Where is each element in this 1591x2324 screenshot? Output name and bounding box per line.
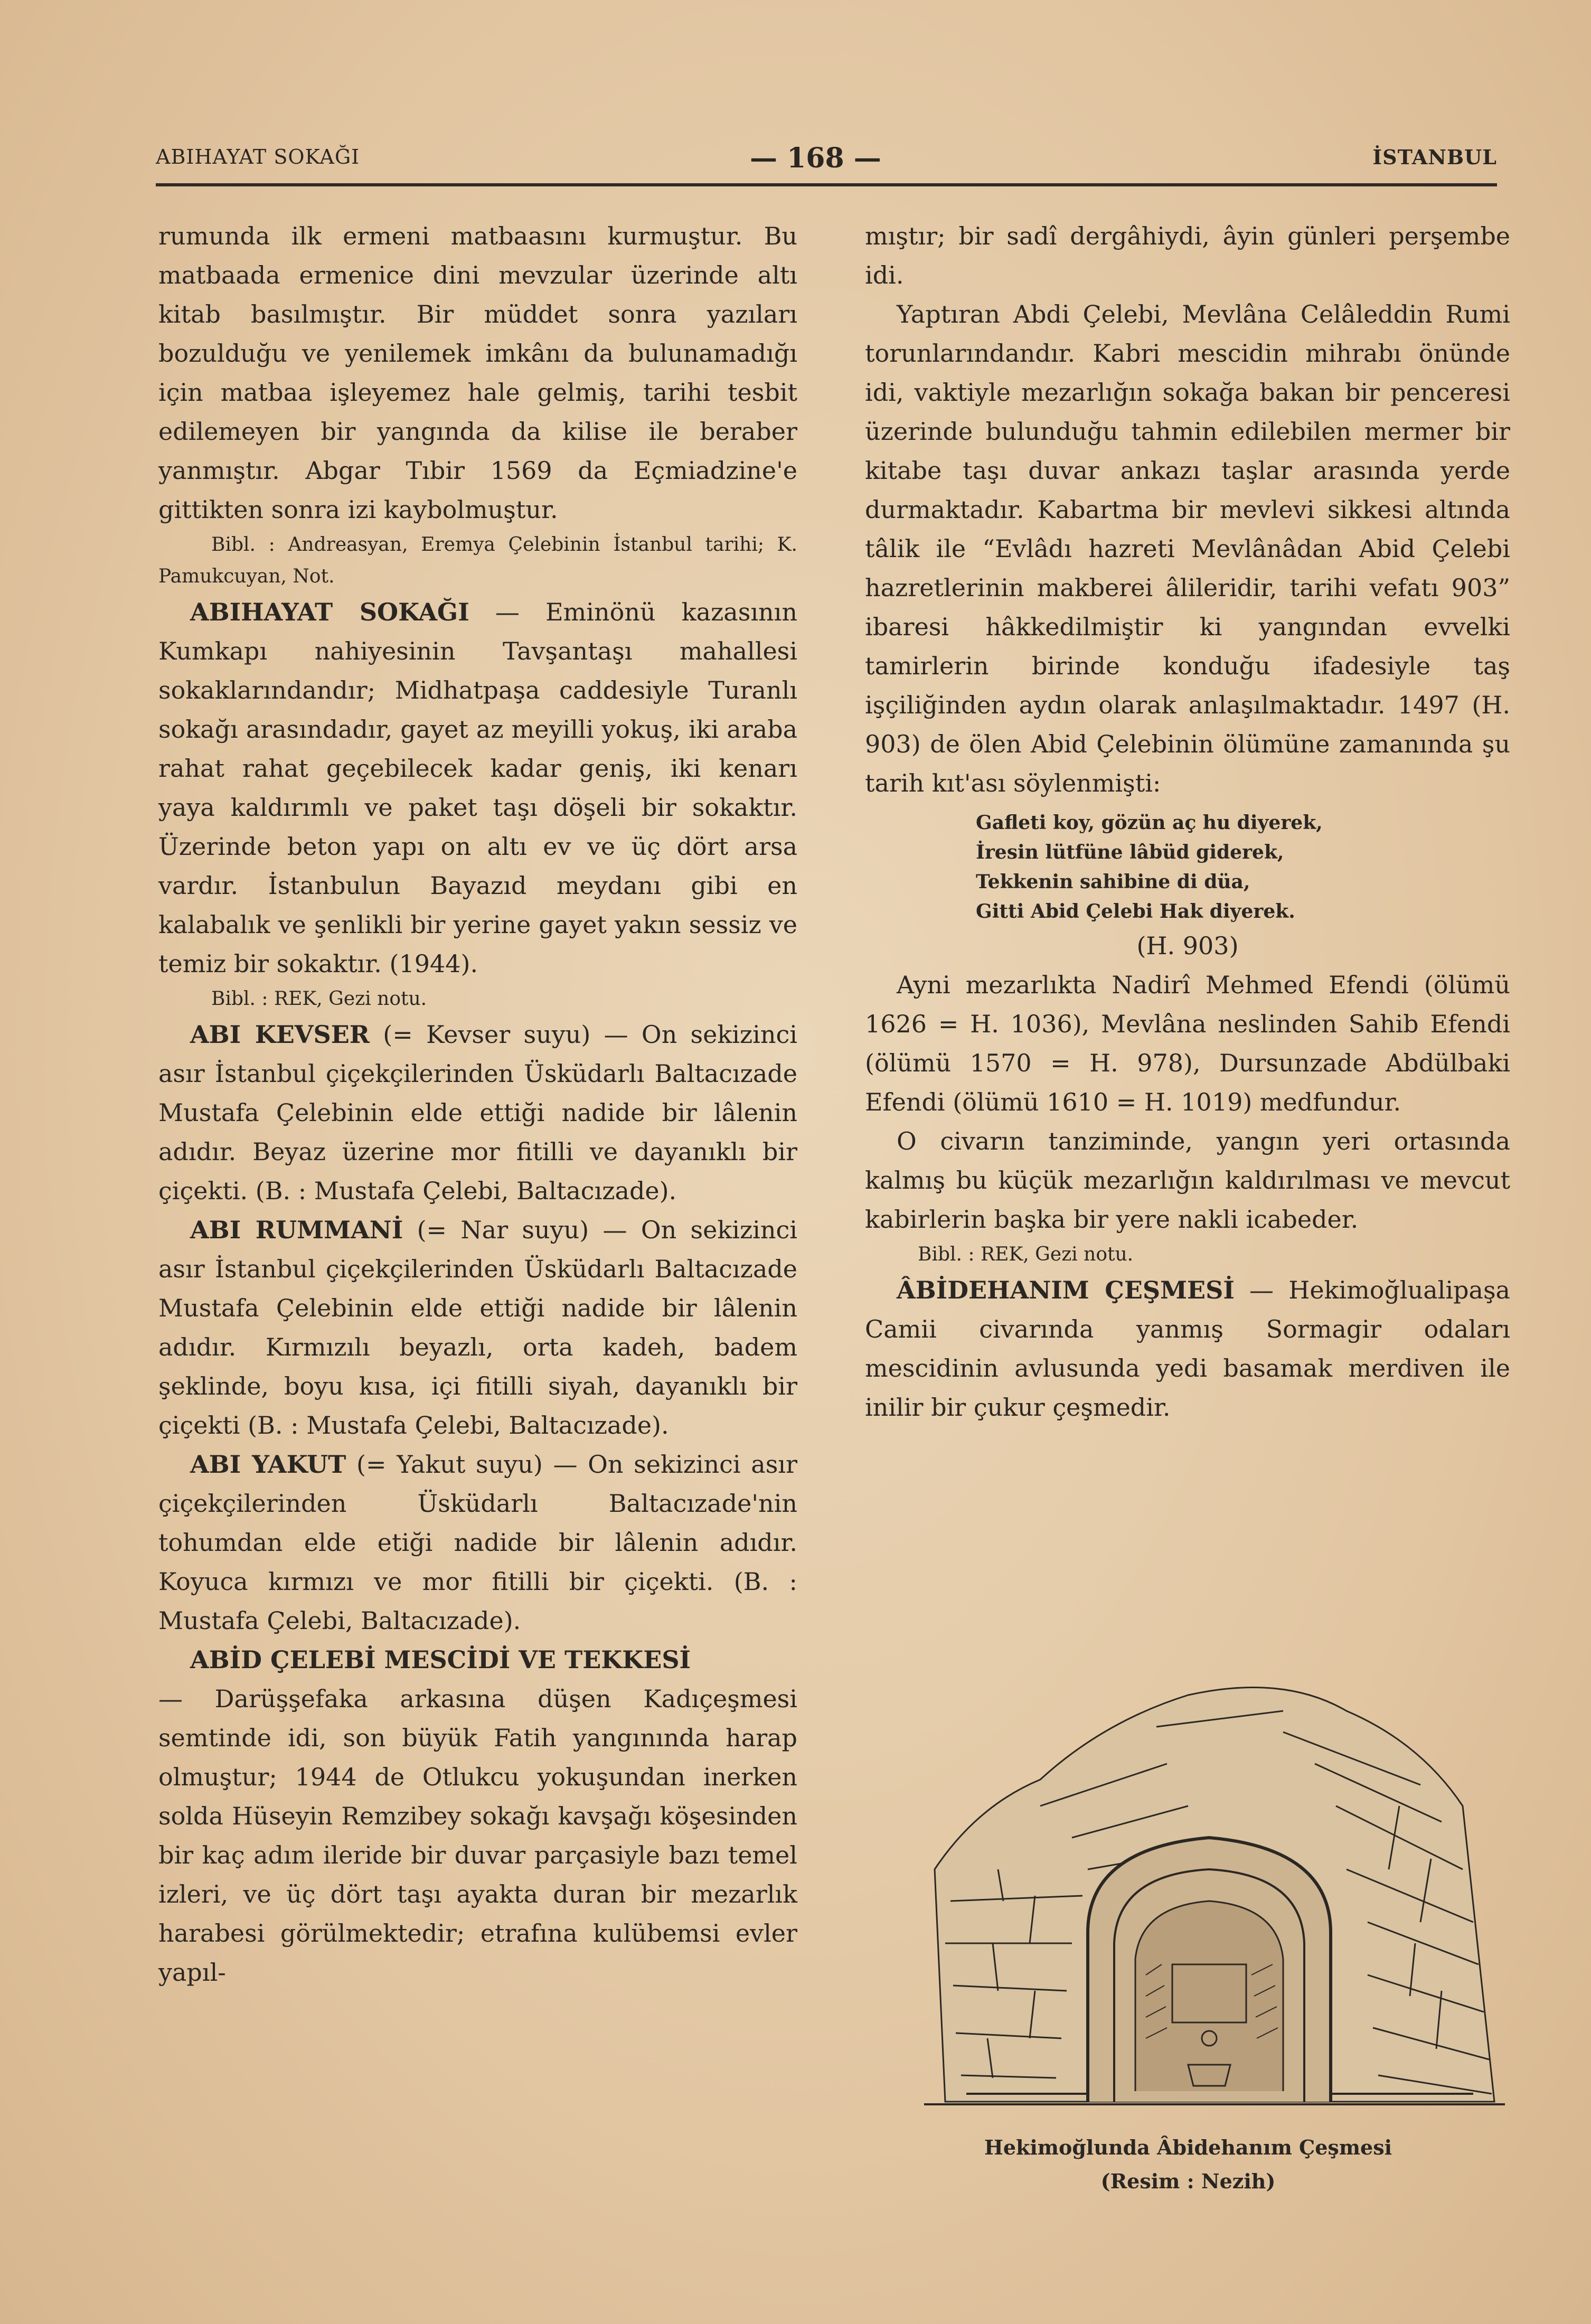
paragraph: Ayni mezarlıkta Nadirî Mehmed Efendi (ölümü 1626 = H. 1036), Mevlâna neslinden Sahib Efendi (ölümü 1570 = H. 978), Dursunzade Abdülbaki Efendi (ölümü 1610 = H. 1019) medfundur. xyxy=(865,971,1510,1116)
header-rule xyxy=(156,183,1497,186)
entry-abi-yakut xyxy=(158,1445,797,1640)
paragraph: Yaptıran Abdi Çelebi, Mevlâna Celâleddin Rumi torunlarındandır. Kabri mescidin mihrabı önünde idi, vaktiyle mezarlığın sokağa bakan bir penceresi üzerinde bulunduğu tahmin edilebilen mermer bir kitabe taşı duvar ankazı taşlar arasında yerde durmaktadır. Kabartma bir mevlevi sikkesi altında tâlik ile “Evlâdı hazreti Mevlânâdan Abid Çelebi hazretlerinin makberei âlileridir, tarihi vefatı 903” ibaresi hâkkedilmiştir ki yangından evvelki tamirlerin birinde konduğu ifadesiyle taş işçiliğinden aydın olarak anlaşılmaktadır. 1497 (H. 903) de ölen Abid Çelebinin ölümüne zamanında şu tarih kıt'ası söylenmişti: xyxy=(865,300,1510,797)
entry-heading: ABI KEVSER xyxy=(190,1020,370,1049)
entry-heading: ABIHAYAT SOKAĞI xyxy=(190,598,469,626)
tarih-verse xyxy=(976,808,1510,926)
entry-text: (= Nar suyu) — On sekizinci asır İstanbul çiçekçilerinden Üsküdarlı Baltacızade Mustafa Çelebinin elde ettiği nadide bir lâlenin adıdır. Kırmızılı beyazlı, orta kadeh, badem şeklinde, boyu kısa, içi fitilli siyah, dayanıklı bir çiçekti (B. : Mustafa Çelebi, Baltacızade). xyxy=(158,1216,797,1439)
caption-title: Hekimoğlunda Âbidehanım Çeşmesi xyxy=(984,2135,1392,2159)
entry-abi-rummani xyxy=(158,1210,797,1445)
running-header xyxy=(156,135,1497,182)
header-book-title: İSTANBUL xyxy=(1372,145,1497,169)
verse-line: Tekkenin sahibine di düa, xyxy=(976,871,1250,893)
figure-caption xyxy=(866,2131,1510,2198)
entry-text: (= Yakut suyu) — On sekizinci asır çiçekçilerinden Üsküdarlı Baltacızade'nin tohumdan elde etiği nadide bir lâlenin adıdır. Koyuca kırmızı ve mor fitilli bir çiçekti. (B. : Mustafa Çelebi, Baltacızade). xyxy=(158,1450,797,1635)
entry-abid-celebi-heading xyxy=(158,1640,797,1679)
verse-line: İresin lütfüne lâbüd giderek, xyxy=(976,841,1284,863)
continued-paragraph: mıştır; bir sadî dergâhiydi, âyin günleri perşembe idi. xyxy=(865,222,1510,289)
entry-heading: ABİD ÇELEBİ MESCİDİ VE TEKKESİ xyxy=(190,1645,691,1674)
header-section-title: ABIHAYAT SOKAĞI xyxy=(156,145,360,168)
fountain-drawing xyxy=(914,1648,1515,2118)
paragraph: O civarın tanziminde, yangın yeri ortasında kalmış bu küçük mezarlığın kaldırılması ve mevcut kabirlerin başka bir yere nakli icabeder. xyxy=(865,1127,1510,1234)
entry-abid-celebi-text: — Darüşşefaka arkasına düşen Kadıçeşmesi semtinde idi, son büyük Fatih yangınında harap olmuştur; 1944 de Otlukcu yokuşundan inerken solda Hüseyin Remzibey sokağı kavşağı köşesinden bir kaç adım ileride bir duvar parçasiyle bazı temel izleri, ve üç dört taşı ayakta duran bir mezarlık harabesi görülmektedir; etrafına kulübemsi evler yapıl- xyxy=(158,1685,797,1987)
left-column xyxy=(158,217,797,1992)
entry-heading: ABI YAKUT xyxy=(190,1450,346,1479)
verse-line: Gafleti koy, gözün aç hu diyerek, xyxy=(976,812,1323,834)
page-number: — 168 — xyxy=(750,142,881,174)
entry-abi-kevser xyxy=(158,1015,797,1210)
caption-credit: (Resim : Nezih) xyxy=(1100,2169,1276,2193)
bibliography-note: Bibl. : REK, Gezi notu. xyxy=(211,988,427,1010)
entry-text: — Hekimoğlualipaşa Camii civarında yanmış Sormagir odaları mescidinin avlusunda yedi basamak merdiven ile inilir bir çukur çeşmedir. xyxy=(865,1276,1510,1422)
fountain-illustration xyxy=(914,1648,1515,2118)
entry-heading: ÂBİDEHANIM ÇEŞMESİ xyxy=(897,1276,1235,1304)
entry-text: (= Kevser suyu) — On sekizinci asır İstanbul çiçekçilerinden Üsküdarlı Baltacızade Mustafa Çelebinin elde ettiği nadide bir lâlenin adıdır. Beyaz üzerine mor fitilli ve dayanıklı bir çiçekti. (B. : Mustafa Çelebi, Baltacızade). xyxy=(158,1020,797,1205)
right-column xyxy=(865,217,1510,1427)
entry-heading: ABI RUMMANİ xyxy=(190,1216,403,1244)
entry-text: — Eminönü kazasının Kumkapı nahiyesinin Tavşantaşı mahallesi sokaklarındandır; Midhatpaşa caddesiyle Turanlı sokağı arasındadır, gayet az meyilli yokuş, iki araba rahat rahat geçebilecek kadar geniş, iki kenarı yaya kaldırımlı ve paket taşı döşeli bir sokaktır. Üzerinde beton yapı on altı ev ve üç dört arsa vardır. İstanbulun Bayazıd meydanı gibi en kalabalık ve şenlikli bir yerine gayet yakın sessiz ve temiz bir sokaktır. (1944). xyxy=(158,598,797,978)
entry-abidehanim-cesmesi xyxy=(865,1271,1510,1427)
bibliography-note: Bibl. : Andreasyan, Eremya Çelebinin İstanbul tarihi; K. Pamukcuyan, Not. xyxy=(158,534,797,587)
bibliography-note: Bibl. : REK, Gezi notu. xyxy=(918,1244,1134,1265)
entry-abihayat-sokagi xyxy=(158,592,797,983)
hijri-date: (H. 903) xyxy=(1136,932,1239,960)
continued-paragraph: rumunda ilk ermeni matbaasını kurmuştur. Bu matbaada ermenice dini mevzular üzerinde altı kitab basılmıştır. Bir müddet sonra yazıları bozulduğu ve yenilemek imkânı da bulunamadığı için matbaa işleyemez hale gelmiş, tarihi tesbit edilemeyen bir yangında da kilise ile beraber yanmıştır. Abgar Tıbir 1569 da Eçmiadzine'e gittikten sonra izi kaybolmuştur. xyxy=(158,222,797,524)
verse-line: Gitti Abid Çelebi Hak diyerek. xyxy=(976,900,1295,923)
